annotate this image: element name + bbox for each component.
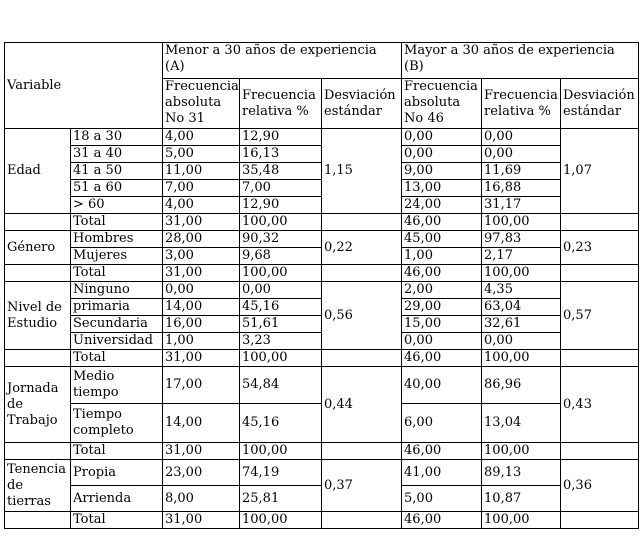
rel-b-cell: 16,88 bbox=[482, 180, 561, 197]
desv-spacer bbox=[561, 512, 639, 529]
abs-a-cell: 17,00 bbox=[163, 367, 240, 404]
header-row-groups bbox=[5, 43, 639, 79]
abs-a-cell: 28,00 bbox=[163, 231, 240, 248]
rel-a-cell: 3,23 bbox=[240, 333, 322, 350]
rel-a-cell: 74,19 bbox=[240, 460, 322, 486]
abs-a-cell: 3,00 bbox=[163, 248, 240, 265]
category-cell: Total bbox=[71, 512, 163, 529]
abs-b-cell: 2,00 bbox=[402, 282, 482, 299]
group-label-tenencia: Tenencia de tierras bbox=[5, 460, 71, 512]
abs-b-cell: 46,00 bbox=[402, 265, 482, 282]
group-spacer bbox=[5, 265, 71, 282]
rel-b-cell: 100,00 bbox=[482, 443, 561, 460]
abs-a-cell: 11,00 bbox=[163, 163, 240, 180]
rel-a-cell: 25,81 bbox=[240, 486, 322, 512]
rel-a-cell: 100,00 bbox=[240, 350, 322, 367]
group-label-estudio: Nivel de Estudio bbox=[5, 282, 71, 350]
category-cell: Secundaria bbox=[71, 316, 163, 333]
category-cell: Propia bbox=[71, 460, 163, 486]
group-label-edad: Edad bbox=[5, 129, 71, 214]
category-cell: > 60 bbox=[71, 197, 163, 214]
rel-b-cell: 86,96 bbox=[482, 367, 561, 404]
rel-a-cell: 100,00 bbox=[240, 512, 322, 529]
abs-a-cell: 23,00 bbox=[163, 460, 240, 486]
rel-a-cell: 54,84 bbox=[240, 367, 322, 404]
group-spacer bbox=[5, 512, 71, 529]
group-spacer bbox=[5, 443, 71, 460]
rel-a-cell: 35,48 bbox=[240, 163, 322, 180]
category-cell: Ninguno bbox=[71, 282, 163, 299]
rel-a-cell: 0,00 bbox=[240, 282, 322, 299]
abs-b-cell: 29,00 bbox=[402, 299, 482, 316]
category-cell: Total bbox=[71, 443, 163, 460]
desv-spacer bbox=[561, 265, 639, 282]
abs-a-cell: 31,00 bbox=[163, 512, 240, 529]
desv-b-jornada: 0,43 bbox=[561, 367, 639, 443]
abs-b-cell: 9,00 bbox=[402, 163, 482, 180]
desv-a-estudio: 0,56 bbox=[322, 282, 402, 350]
category-cell: Total bbox=[71, 214, 163, 231]
rel-b-cell: 10,87 bbox=[482, 486, 561, 512]
header-freq-rel-a: Frecuencia relativa % bbox=[240, 79, 322, 129]
desv-a-tenencia: 0,37 bbox=[322, 460, 402, 512]
table-row bbox=[5, 460, 639, 486]
total-row bbox=[5, 512, 639, 529]
rel-a-cell: 51,61 bbox=[240, 316, 322, 333]
abs-a-cell: 4,00 bbox=[163, 129, 240, 146]
category-cell: 31 a 40 bbox=[71, 146, 163, 163]
header-freq-abs-a: Frecuencia absoluta No 31 bbox=[163, 79, 240, 129]
desv-spacer bbox=[561, 214, 639, 231]
desv-spacer bbox=[561, 443, 639, 460]
desv-b-estudio: 0,57 bbox=[561, 282, 639, 350]
desv-spacer bbox=[322, 512, 402, 529]
table-row bbox=[5, 367, 639, 404]
abs-a-cell: 4,00 bbox=[163, 197, 240, 214]
abs-b-cell: 13,00 bbox=[402, 180, 482, 197]
abs-a-cell: 14,00 bbox=[163, 404, 240, 443]
rel-b-cell: 89,13 bbox=[482, 460, 561, 486]
rel-a-cell: 12,90 bbox=[240, 129, 322, 146]
desv-b-edad: 1,07 bbox=[561, 129, 639, 214]
abs-a-cell: 14,00 bbox=[163, 299, 240, 316]
rel-b-cell: 100,00 bbox=[482, 214, 561, 231]
category-cell: Arrienda bbox=[71, 486, 163, 512]
category-cell: Medio tiempo bbox=[71, 367, 163, 404]
abs-a-cell: 8,00 bbox=[163, 486, 240, 512]
total-row bbox=[5, 350, 639, 367]
total-row bbox=[5, 443, 639, 460]
rel-b-cell: 100,00 bbox=[482, 350, 561, 367]
header-group-b: Mayor a 30 años de experiencia (B) bbox=[402, 43, 639, 79]
group-spacer bbox=[5, 350, 71, 367]
rel-a-cell: 9,68 bbox=[240, 248, 322, 265]
header-freq-abs-b: Frecuencia absoluta No 46 bbox=[402, 79, 482, 129]
abs-a-cell: 5,00 bbox=[163, 146, 240, 163]
rel-b-cell: 0,00 bbox=[482, 146, 561, 163]
abs-a-cell: 0,00 bbox=[163, 282, 240, 299]
desv-spacer bbox=[322, 443, 402, 460]
rel-b-cell: 0,00 bbox=[482, 129, 561, 146]
rel-b-cell: 100,00 bbox=[482, 512, 561, 529]
rel-b-cell: 32,61 bbox=[482, 316, 561, 333]
abs-b-cell: 0,00 bbox=[402, 333, 482, 350]
category-cell: Total bbox=[71, 265, 163, 282]
category-cell: Hombres bbox=[71, 231, 163, 248]
category-cell: 51 a 60 bbox=[71, 180, 163, 197]
desv-b-tenencia: 0,36 bbox=[561, 460, 639, 512]
abs-b-cell: 41,00 bbox=[402, 460, 482, 486]
abs-b-cell: 46,00 bbox=[402, 443, 482, 460]
abs-b-cell: 46,00 bbox=[402, 214, 482, 231]
header-variable: Variable bbox=[5, 43, 163, 129]
group-spacer bbox=[5, 214, 71, 231]
rel-b-cell: 11,69 bbox=[482, 163, 561, 180]
rel-b-cell: 0,00 bbox=[482, 333, 561, 350]
abs-b-cell: 46,00 bbox=[402, 350, 482, 367]
total-row bbox=[5, 265, 639, 282]
desv-a-jornada: 0,44 bbox=[322, 367, 402, 443]
header-desv-b: Desviación estándar bbox=[561, 79, 639, 129]
category-cell: 41 a 50 bbox=[71, 163, 163, 180]
abs-b-cell: 0,00 bbox=[402, 129, 482, 146]
abs-b-cell: 1,00 bbox=[402, 248, 482, 265]
abs-b-cell: 0,00 bbox=[402, 146, 482, 163]
group-label-jornada: Jornada de Trabajo bbox=[5, 367, 71, 443]
experience-comparison-table bbox=[4, 42, 639, 529]
rel-b-cell: 13,04 bbox=[482, 404, 561, 443]
abs-b-cell: 40,00 bbox=[402, 367, 482, 404]
rel-b-cell: 100,00 bbox=[482, 265, 561, 282]
rel-b-cell: 97,83 bbox=[482, 231, 561, 248]
abs-b-cell: 5,00 bbox=[402, 486, 482, 512]
table-row bbox=[5, 282, 639, 299]
abs-b-cell: 24,00 bbox=[402, 197, 482, 214]
category-cell: Tiempo completo bbox=[71, 404, 163, 443]
desv-spacer bbox=[322, 214, 402, 231]
rel-b-cell: 63,04 bbox=[482, 299, 561, 316]
table-row bbox=[5, 129, 639, 146]
abs-b-cell: 6,00 bbox=[402, 404, 482, 443]
desv-spacer bbox=[322, 350, 402, 367]
rel-a-cell: 7,00 bbox=[240, 180, 322, 197]
abs-a-cell: 31,00 bbox=[163, 214, 240, 231]
desv-a-genero: 0,22 bbox=[322, 231, 402, 265]
desv-spacer bbox=[561, 350, 639, 367]
rel-a-cell: 12,90 bbox=[240, 197, 322, 214]
abs-a-cell: 16,00 bbox=[163, 316, 240, 333]
group-label-genero: Género bbox=[5, 231, 71, 265]
category-cell: Universidad bbox=[71, 333, 163, 350]
desv-spacer bbox=[322, 265, 402, 282]
abs-b-cell: 46,00 bbox=[402, 512, 482, 529]
abs-a-cell: 7,00 bbox=[163, 180, 240, 197]
rel-b-cell: 2,17 bbox=[482, 248, 561, 265]
category-cell: 18 a 30 bbox=[71, 129, 163, 146]
rel-b-cell: 4,35 bbox=[482, 282, 561, 299]
category-cell: Mujeres bbox=[71, 248, 163, 265]
rel-a-cell: 100,00 bbox=[240, 265, 322, 282]
table-row bbox=[5, 231, 639, 248]
abs-a-cell: 31,00 bbox=[163, 265, 240, 282]
header-desv-a: Desviación estándar bbox=[322, 79, 402, 129]
rel-a-cell: 90,32 bbox=[240, 231, 322, 248]
category-cell: primaria bbox=[71, 299, 163, 316]
rel-a-cell: 45,16 bbox=[240, 404, 322, 443]
rel-a-cell: 16,13 bbox=[240, 146, 322, 163]
rel-a-cell: 100,00 bbox=[240, 443, 322, 460]
abs-b-cell: 15,00 bbox=[402, 316, 482, 333]
header-group-a: Menor a 30 años de experiencia (A) bbox=[163, 43, 402, 79]
abs-a-cell: 31,00 bbox=[163, 443, 240, 460]
abs-a-cell: 1,00 bbox=[163, 333, 240, 350]
total-row bbox=[5, 214, 639, 231]
rel-b-cell: 31,17 bbox=[482, 197, 561, 214]
category-cell: Total bbox=[71, 350, 163, 367]
header-freq-rel-b: Frecuencia relativa % bbox=[482, 79, 561, 129]
desv-a-edad: 1,15 bbox=[322, 129, 402, 214]
abs-b-cell: 45,00 bbox=[402, 231, 482, 248]
abs-a-cell: 31,00 bbox=[163, 350, 240, 367]
desv-b-genero: 0,23 bbox=[561, 231, 639, 265]
rel-a-cell: 45,16 bbox=[240, 299, 322, 316]
rel-a-cell: 100,00 bbox=[240, 214, 322, 231]
